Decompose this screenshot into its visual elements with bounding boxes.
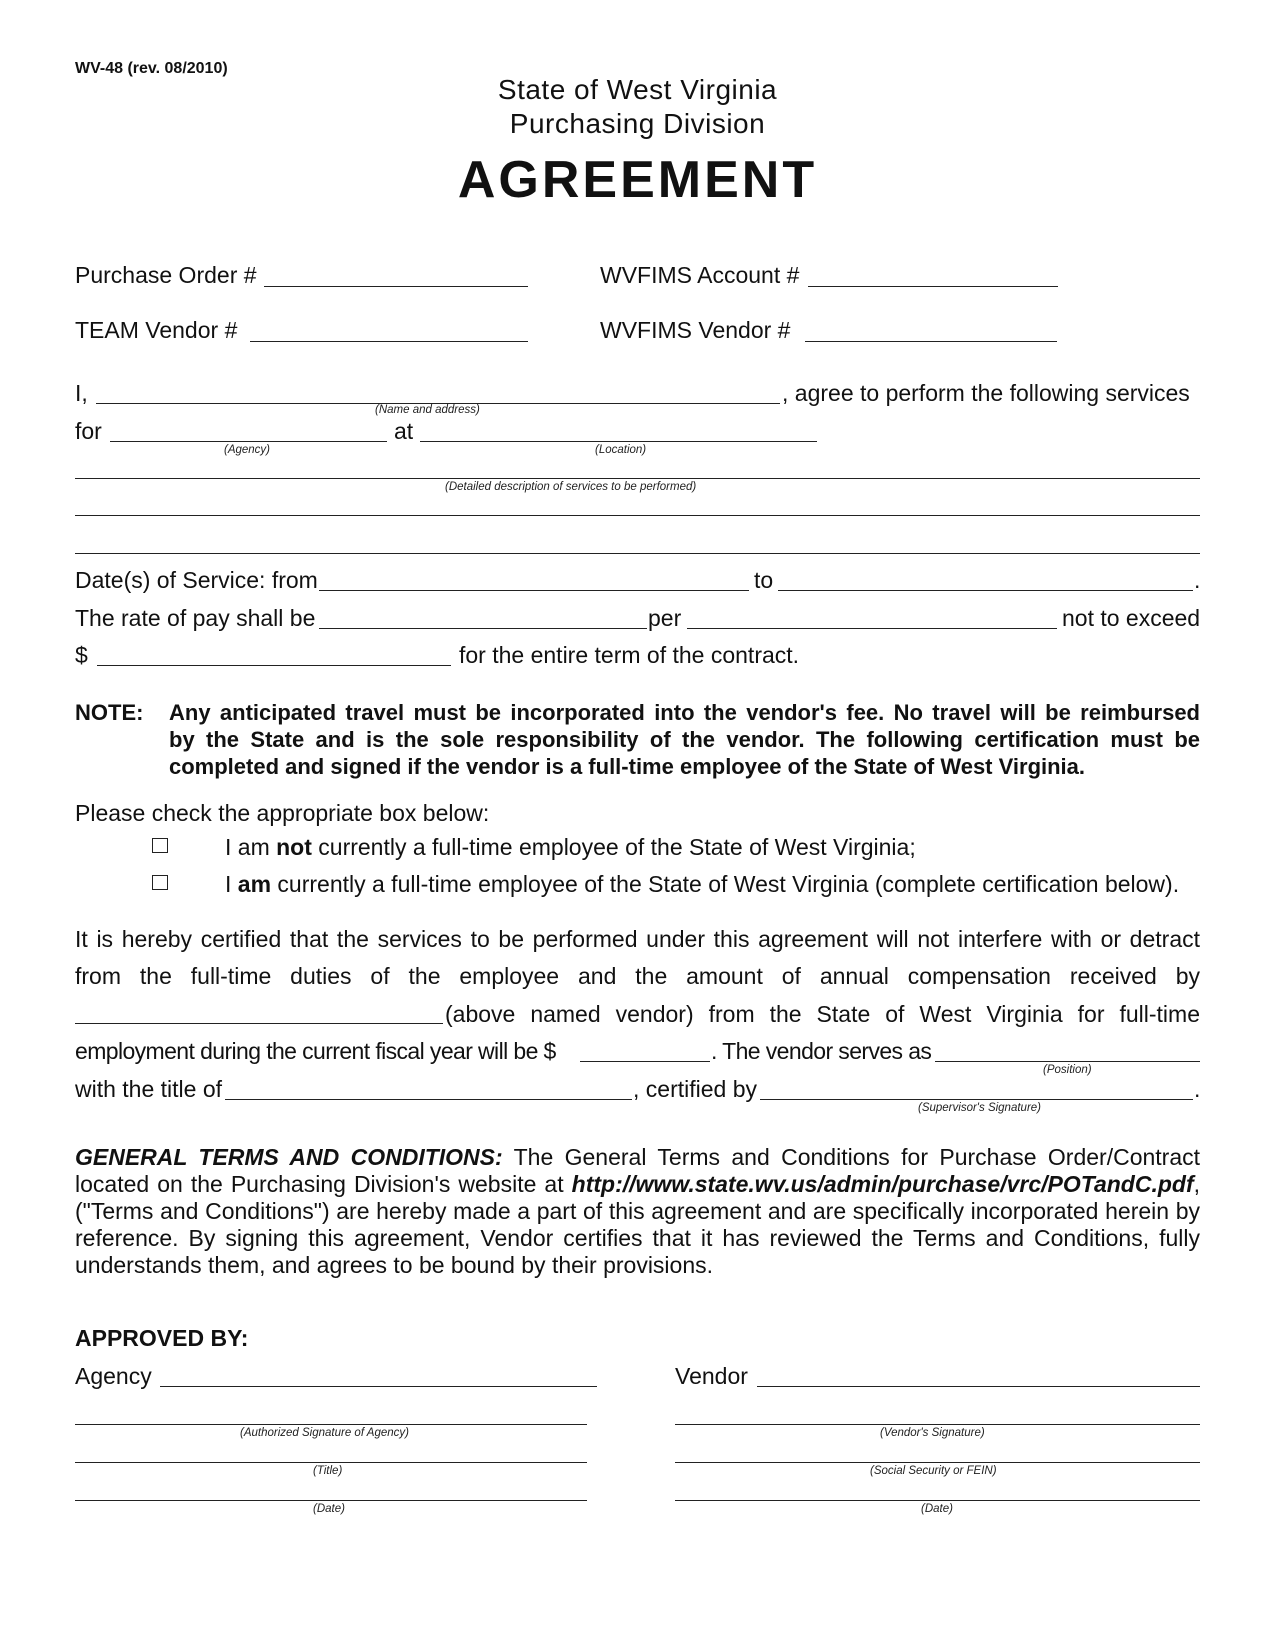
is-employee-option: I am currently a full-time employee of the State of West Virginia (complete certification below).	[225, 871, 1180, 897]
position-caption: (Position)	[1043, 1064, 1092, 1076]
certification-period: .	[1194, 1076, 1201, 1102]
checkbox-prompt: Please check the appropriate box below:	[75, 800, 490, 826]
agency-field[interactable]	[110, 441, 387, 442]
certification-line-1: It is hereby certified that the services to be performed under this agreement will not interfere with or detract	[75, 926, 1200, 952]
terms-line-1: GENERAL TERMS AND CONDITIONS: The General Terms and Conditions for Purchase Order/Contract	[75, 1144, 1201, 1170]
certification-line-3: (above named vendor) from the State of West Virginia for full-time	[445, 1001, 1200, 1027]
team-vendor-field[interactable]	[250, 341, 528, 342]
agency-label: Agency	[75, 1363, 152, 1389]
note-line-2: by the State and is the sole responsibility of the vendor. The following certification must be	[169, 727, 1200, 752]
note-label: NOTE:	[75, 700, 144, 725]
vendor-name-field-approval[interactable]	[757, 1386, 1200, 1387]
to-label: to	[754, 567, 774, 593]
not-to-exceed-label: not to exceed	[1062, 605, 1201, 631]
wvfims-vendor-label: WVFIMS Vendor #	[600, 317, 791, 343]
agency-caption: (Agency)	[224, 444, 271, 456]
certification-line-2: from the full-time duties of the employee and the amount of annual compensation received by	[75, 963, 1200, 989]
terms-line-2: located on the Purchasing Division's website at http://www.state.wv.us/admin/purchase/vrc/POTandC.pdf,	[75, 1171, 1201, 1197]
vendor-signature-field[interactable]	[675, 1424, 1200, 1425]
agency-date-caption: (Date)	[313, 1503, 345, 1515]
agency-title-field[interactable]	[75, 1462, 587, 1463]
agency-date-field[interactable]	[75, 1500, 587, 1501]
vendor-label: Vendor	[675, 1363, 748, 1389]
purchase-order-label: Purchase Order #	[75, 262, 257, 288]
state-name: State of West Virginia	[497, 74, 778, 105]
date-from-field[interactable]	[319, 590, 749, 591]
for-label: for	[75, 418, 102, 444]
terms-url[interactable]: http://www.state.wv.us/admin/purchase/vrc/POTandC.pdf	[571, 1171, 1194, 1197]
date-to-field[interactable]	[778, 590, 1193, 591]
approved-by-heading: APPROVED BY:	[75, 1325, 249, 1351]
supervisor-caption: (Supervisor's Signature)	[918, 1102, 1041, 1114]
name-caption: (Name and address)	[375, 404, 480, 416]
dates-period: .	[1194, 567, 1201, 593]
certification-line-4b: . The vendor serves as	[711, 1038, 932, 1064]
agency-signature-field[interactable]	[75, 1424, 587, 1425]
rate-field[interactable]	[319, 628, 647, 629]
is-employee-checkbox[interactable]	[152, 875, 168, 890]
wvfims-account-label: WVFIMS Account #	[600, 262, 800, 288]
note-line-3: completed and signed if the vendor is a full-time employee of the State of West Virginia.	[169, 754, 1086, 779]
dollar-sign: $	[75, 642, 88, 668]
description-field-2[interactable]	[75, 515, 1200, 516]
terms-line-3: ("Terms and Conditions") are hereby made a part of this agreement and are specifically incorporated herein by	[75, 1198, 1200, 1224]
wvfims-account-field[interactable]	[808, 286, 1058, 287]
per-field[interactable]	[687, 628, 1057, 629]
page-title: AGREEMENT	[457, 151, 818, 209]
location-caption: (Location)	[595, 444, 647, 456]
ssn-fein-field[interactable]	[675, 1462, 1200, 1463]
vendor-date-caption: (Date)	[921, 1503, 953, 1515]
form-id: WV-48 (rev. 08/2010)	[75, 60, 228, 77]
not-employee-option: I am not currently a full-time employee of the State of West Virginia;	[225, 834, 916, 860]
team-vendor-label: TEAM Vendor #	[75, 317, 238, 343]
description-field-3[interactable]	[75, 553, 1200, 554]
terms-line-4: reference. By signing this agreement, Vendor certifies that it has reviewed the Terms and Conditions, fully	[75, 1225, 1200, 1251]
certification-line-4a: employment during the current fiscal year will be $	[75, 1038, 556, 1064]
title-caption: (Title)	[313, 1465, 343, 1477]
certification-line-5b: , certified by	[633, 1076, 757, 1102]
location-field[interactable]	[420, 441, 817, 442]
certification-line-5a: with the title of	[75, 1076, 223, 1102]
agency-signature-caption: (Authorized Signature of Agency)	[240, 1427, 409, 1439]
division-name: Purchasing Division	[509, 108, 766, 139]
per-label: per	[648, 605, 682, 631]
vendor-signature-caption: (Vendor's Signature)	[880, 1427, 985, 1439]
description-field-1[interactable]	[75, 478, 1200, 479]
agency-name-field[interactable]	[160, 1386, 597, 1387]
note-line-1: Any anticipated travel must be incorporated into the vendor's fee. No travel will be reimbursed	[169, 700, 1200, 725]
not-employee-checkbox[interactable]	[152, 838, 168, 853]
dates-label: Date(s) of Service: from	[75, 567, 318, 593]
vendor-name-field[interactable]	[75, 1023, 443, 1024]
entire-term-text: for the entire term of the contract.	[459, 642, 800, 668]
at-label: at	[394, 418, 414, 444]
vendor-date-field[interactable]	[675, 1500, 1200, 1501]
agree-text: , agree to perform the following services	[782, 380, 1190, 406]
description-caption: (Detailed description of services to be performed)	[445, 481, 697, 493]
compensation-field[interactable]	[580, 1061, 710, 1062]
supervisor-signature-field[interactable]	[760, 1099, 1193, 1100]
ssn-caption: (Social Security or FEIN)	[870, 1465, 997, 1477]
position-field[interactable]	[935, 1061, 1200, 1062]
terms-line-5: understands them, and agrees to be bound by their provisions.	[75, 1252, 714, 1278]
i-label: I,	[75, 380, 88, 406]
rate-label: The rate of pay shall be	[75, 605, 316, 631]
total-amount-field[interactable]	[97, 665, 451, 666]
purchase-order-field[interactable]	[264, 286, 528, 287]
title-field[interactable]	[225, 1099, 632, 1100]
wvfims-vendor-field[interactable]	[805, 341, 1057, 342]
